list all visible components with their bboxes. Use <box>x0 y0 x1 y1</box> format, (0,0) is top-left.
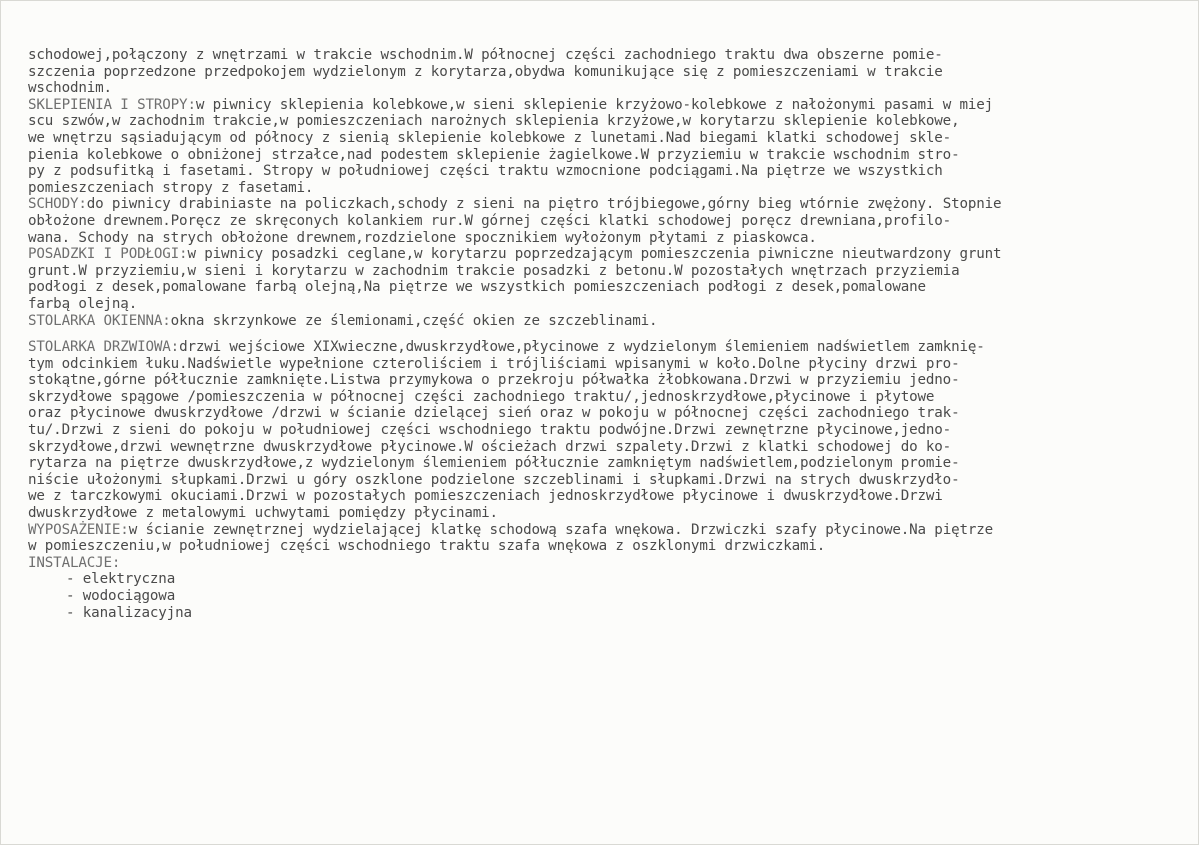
text-line: do piwnicy drabiniaste na policzkach,schody z sieni na piętro trójbiegowe,górny bieg wtórnie zwężony. Stopnie <box>86 196 1002 213</box>
text-line: rytarza na piętrze dwuskrzydłowe,z wydzielonym ślemieniem półłucznie zamkniętym nadświetlem,podzielonym promie- <box>28 455 960 472</box>
text-line: pomieszczeniach stropy z fasetami. <box>28 179 314 196</box>
list-item: - kanalizacyjna <box>66 604 192 621</box>
text-line: stokątne,górne półłucznie zamknięte.Listwa przymykowa o przekroju półwałka żłobkowana.Drzwi w przyziemiu jedno- <box>28 372 960 389</box>
text-line: wana. Schody na strych obłożone drewnem,rozdzielone spocznikiem wyłożonym płytami z piaskowca. <box>28 229 817 246</box>
section-heading: WYPOSAŻENIE: <box>28 521 129 538</box>
section-heading: STOLARKA DRZWIOWA: <box>28 339 180 356</box>
section-vaults <box>28 97 1194 197</box>
list-item: - wodociągowa <box>66 588 176 604</box>
text-line: tym odcinkiem łuku.Nadświetle wypełnione czteroliściem i trójliściami wpisanymi w koło.Dolne płyciny drzwi pro- <box>28 355 960 372</box>
text-line: dwuskrzydłowe z metalowymi uchwytami pomiędzy płycinami. <box>28 505 498 522</box>
document-text <box>28 47 1194 621</box>
text-line: w piwnicy sklepienia kolebkowe,w sieni sklepienie krzyżowo-kolebkowe z nałożonymi pasami w miej <box>195 96 994 113</box>
text-line: pienia kolebkowe o obniżonej strzałce,nad podestem sklepienie żagielkowe.W przyziemiu w trakcie wschodnim stro- <box>28 146 960 163</box>
text-line: drzwi wejściowe XIXwieczne,dwuskrzydłowe,płycinowe z wydzielonym ślemieniem nadświetlem zamknię- <box>179 339 985 356</box>
intro-paragraph <box>28 47 1194 97</box>
text-line: schodowej,połączony z wnętrzami w trakcie wschodnim.W północnej części zachodniego traktu dwa obszerne pomie- <box>28 47 943 63</box>
section-heading: POSADZKI I PODŁOGI: <box>28 246 188 263</box>
text-line: we z tarczkowymi okuciami.Drzwi w pozostałych pomieszczeniach jednoskrzydłowe płycinowe i dwuskrzydłowe.Drzwi <box>28 488 943 505</box>
text-line: oraz płycinowe dwuskrzydłowe /drzwi w ścianie dzielącej sień oraz w pokoju w północnej części zachodniego trak- <box>28 405 960 422</box>
installations-list <box>28 571 1194 621</box>
text-line: py z podsufitką i fasetami. Stropy w południowej części traktu wzmocnione podciągami.Na piętrze we wszystkich <box>28 163 943 180</box>
text-line: grunt.W przyziemiu,w sieni i korytarzu w zachodnim trakcie posadzki z betonu.W pozostałych wnętrzach przyziemia <box>28 262 960 279</box>
text-line: we wnętrzu sąsiadującym od północy z sienią sklepienie kolebkowe z lunetami.Nad biegami klatki schodowej skle- <box>28 129 952 146</box>
text-line: scu szwów,w zachodnim trakcie,w pomieszczeniach narożnych sklepienia krzyżowe,w korytarzu sklepienie kolebkowe, <box>28 113 960 130</box>
text-line: podłogi z desek,pomalowane farbą olejną,Na piętrze we wszystkich pomieszczeniach podłogi z desek,pomalowane <box>28 279 926 296</box>
text-line: niście ułożonymi słupkami.Drzwi u góry oszklone podzielone szczeblinami i słupkami.Drzwi na strych dwuskrzydło- <box>28 471 960 488</box>
text-line: obłożone drewnem.Poręcz ze skręconych kolankiem rur.W górnej części klatki schodowej poręcz drewniana,profilo- <box>28 212 952 229</box>
text-line: w ścianie zewnętrznej wydzielającej klatkę schodową szafa wnękowa. Drzwiczki szafy płycinowe.Na piętrze <box>128 521 994 538</box>
section-windows <box>28 313 1194 330</box>
text-line: tu/.Drzwi z sieni do pokoju w południowej części wschodniego traktu podwójne.Drzwi zewnętrzne płycinowe,jedno- <box>28 422 952 439</box>
text-line: skrzydłowe,drzwi wewnętrzne dwuskrzydłowe płycinowe.W ościeżach drzwi szpalety.Drzwi z klatki schodowej do ko- <box>28 438 952 455</box>
section-heading: STOLARKA OKIENNA: <box>28 312 171 329</box>
text-line: w piwnicy posadzki ceglane,w korytarzu poprzedzającym pomieszczenia piwniczne nieutwardzony grunt <box>187 246 1002 263</box>
section-stairs <box>28 196 1194 246</box>
text-line: wschodnim. <box>28 80 112 97</box>
section-heading: SKLEPIENIA I STROPY: <box>28 96 196 113</box>
text-line: skrzydłowe spągowe /pomieszczenia w północnej części zachodniego traktu/,jednoskrzydłowe,płycinowe i płytowe <box>28 388 935 405</box>
text-line: farbą olejną. <box>28 295 138 312</box>
section-floors <box>28 246 1194 312</box>
section-installations <box>28 555 1194 621</box>
text-line: w pomieszczeniu,w południowej części wschodniego traktu szafa wnękowa z oszklonymi drzwiczkami. <box>28 538 826 555</box>
text-line: okna skrzynkowe ze ślemionami,część okien ze szczeblinami. <box>170 312 658 329</box>
section-equipment <box>28 522 1194 555</box>
section-heading: SCHODY: <box>28 196 87 213</box>
section-doors <box>28 339 1194 522</box>
text-line: szczenia poprzedzone przedpokojem wydzielonym z korytarza,obydwa komunikujące się z pomieszczeniami w trakcie <box>28 63 943 80</box>
list-item: - elektryczna <box>66 571 176 588</box>
section-heading: INSTALACJE: <box>28 554 121 571</box>
